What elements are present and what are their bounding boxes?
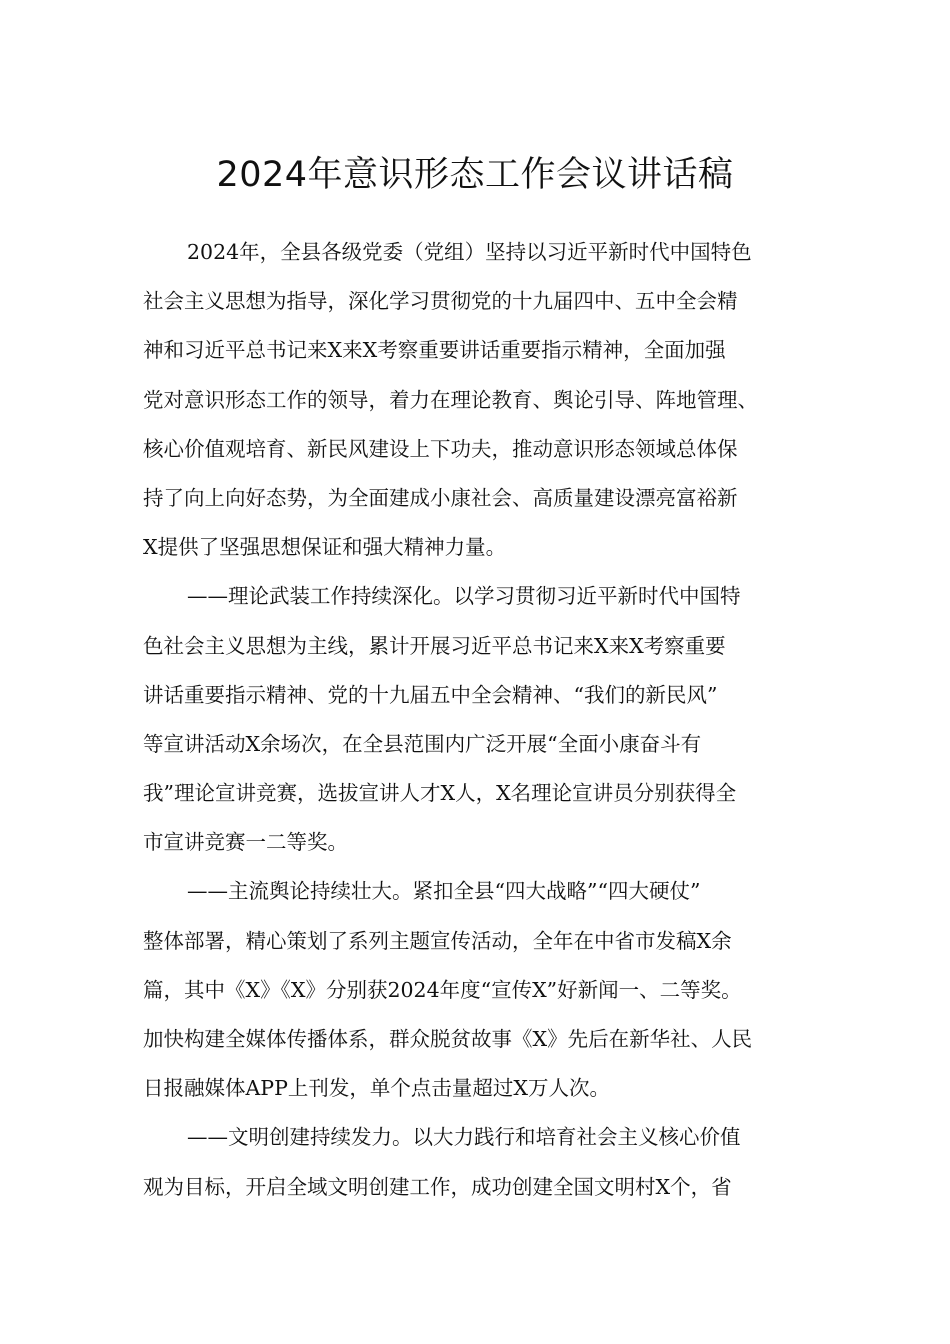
paragraph-line: 讲话重要指示精神、党的十九届五中全会精神、“我们的新民风” bbox=[143, 682, 718, 707]
paragraph-line: ——主流舆论持续壮大。紧扣全县“四大战略”“四大硬仗” bbox=[187, 879, 701, 904]
paragraph-line: 核心价值观培育、新民风建设上下功夫，推动意识形态领域总体保 bbox=[143, 436, 738, 461]
paragraph-line: ——理论武装工作持续深化。以学习贯彻习近平新时代中国特 bbox=[187, 584, 741, 609]
paragraph-line: 市宣讲竞赛一二等奖。 bbox=[143, 830, 348, 855]
paragraph-line: 我”理论宣讲竞赛，选拔宣讲人才X人，X名理论宣讲员分别获得全 bbox=[143, 781, 737, 806]
paragraph-line: 色社会主义思想为主线，累计开展习近平总书记来X来X考察重要 bbox=[143, 633, 726, 658]
paragraph-line: 观为目标，开启全域文明创建工作，成功创建全国文明村X个，省 bbox=[143, 1174, 732, 1199]
paragraph-line: 持了向上向好态势，为全面建成小康社会、高质量建设漂亮富裕新 bbox=[143, 485, 738, 510]
paragraph-line: ——文明创建持续发力。以大力践行和培育社会主义核心价值 bbox=[187, 1125, 741, 1150]
paragraph-line: 日报融媒体APP上刊发，单个点击量超过X万人次。 bbox=[143, 1076, 610, 1101]
document-title: 2024年意识形态工作会议讲话稿 bbox=[216, 155, 734, 196]
paragraph-line: 整体部署，精心策划了系列主题宣传活动，全年在中省市发稿X余 bbox=[143, 928, 732, 953]
paragraph-line: X提供了坚强思想保证和强大精神力量。 bbox=[143, 535, 507, 560]
paragraph-line: 等宣讲活动X余场次，在全县范围内广泛开展“全面小康奋斗有 bbox=[143, 731, 702, 756]
paragraph-line: 神和习近平总书记来X来X考察重要讲话重要指示精神，全面加强 bbox=[143, 338, 726, 363]
paragraph-line: 篇，其中《X》《X》分别获2024年度“宣传X”好新闻一、二等奖。 bbox=[143, 977, 742, 1002]
paragraph-line: 社会主义思想为指导，深化学习贯彻党的十九届四中、五中全会精 bbox=[143, 289, 738, 314]
paragraph-line: 2024年，全县各级党委（党组）坚持以习近平新时代中国特色 bbox=[187, 240, 752, 264]
document-body bbox=[143, 228, 823, 1212]
paragraph-line: 党对意识形态工作的领导，着力在理论教育、舆论引导、阵地管理、 bbox=[143, 387, 758, 412]
paragraph-line: 加快构建全媒体传播体系，群众脱贫故事《X》先后在新华社、人民 bbox=[143, 1027, 753, 1051]
